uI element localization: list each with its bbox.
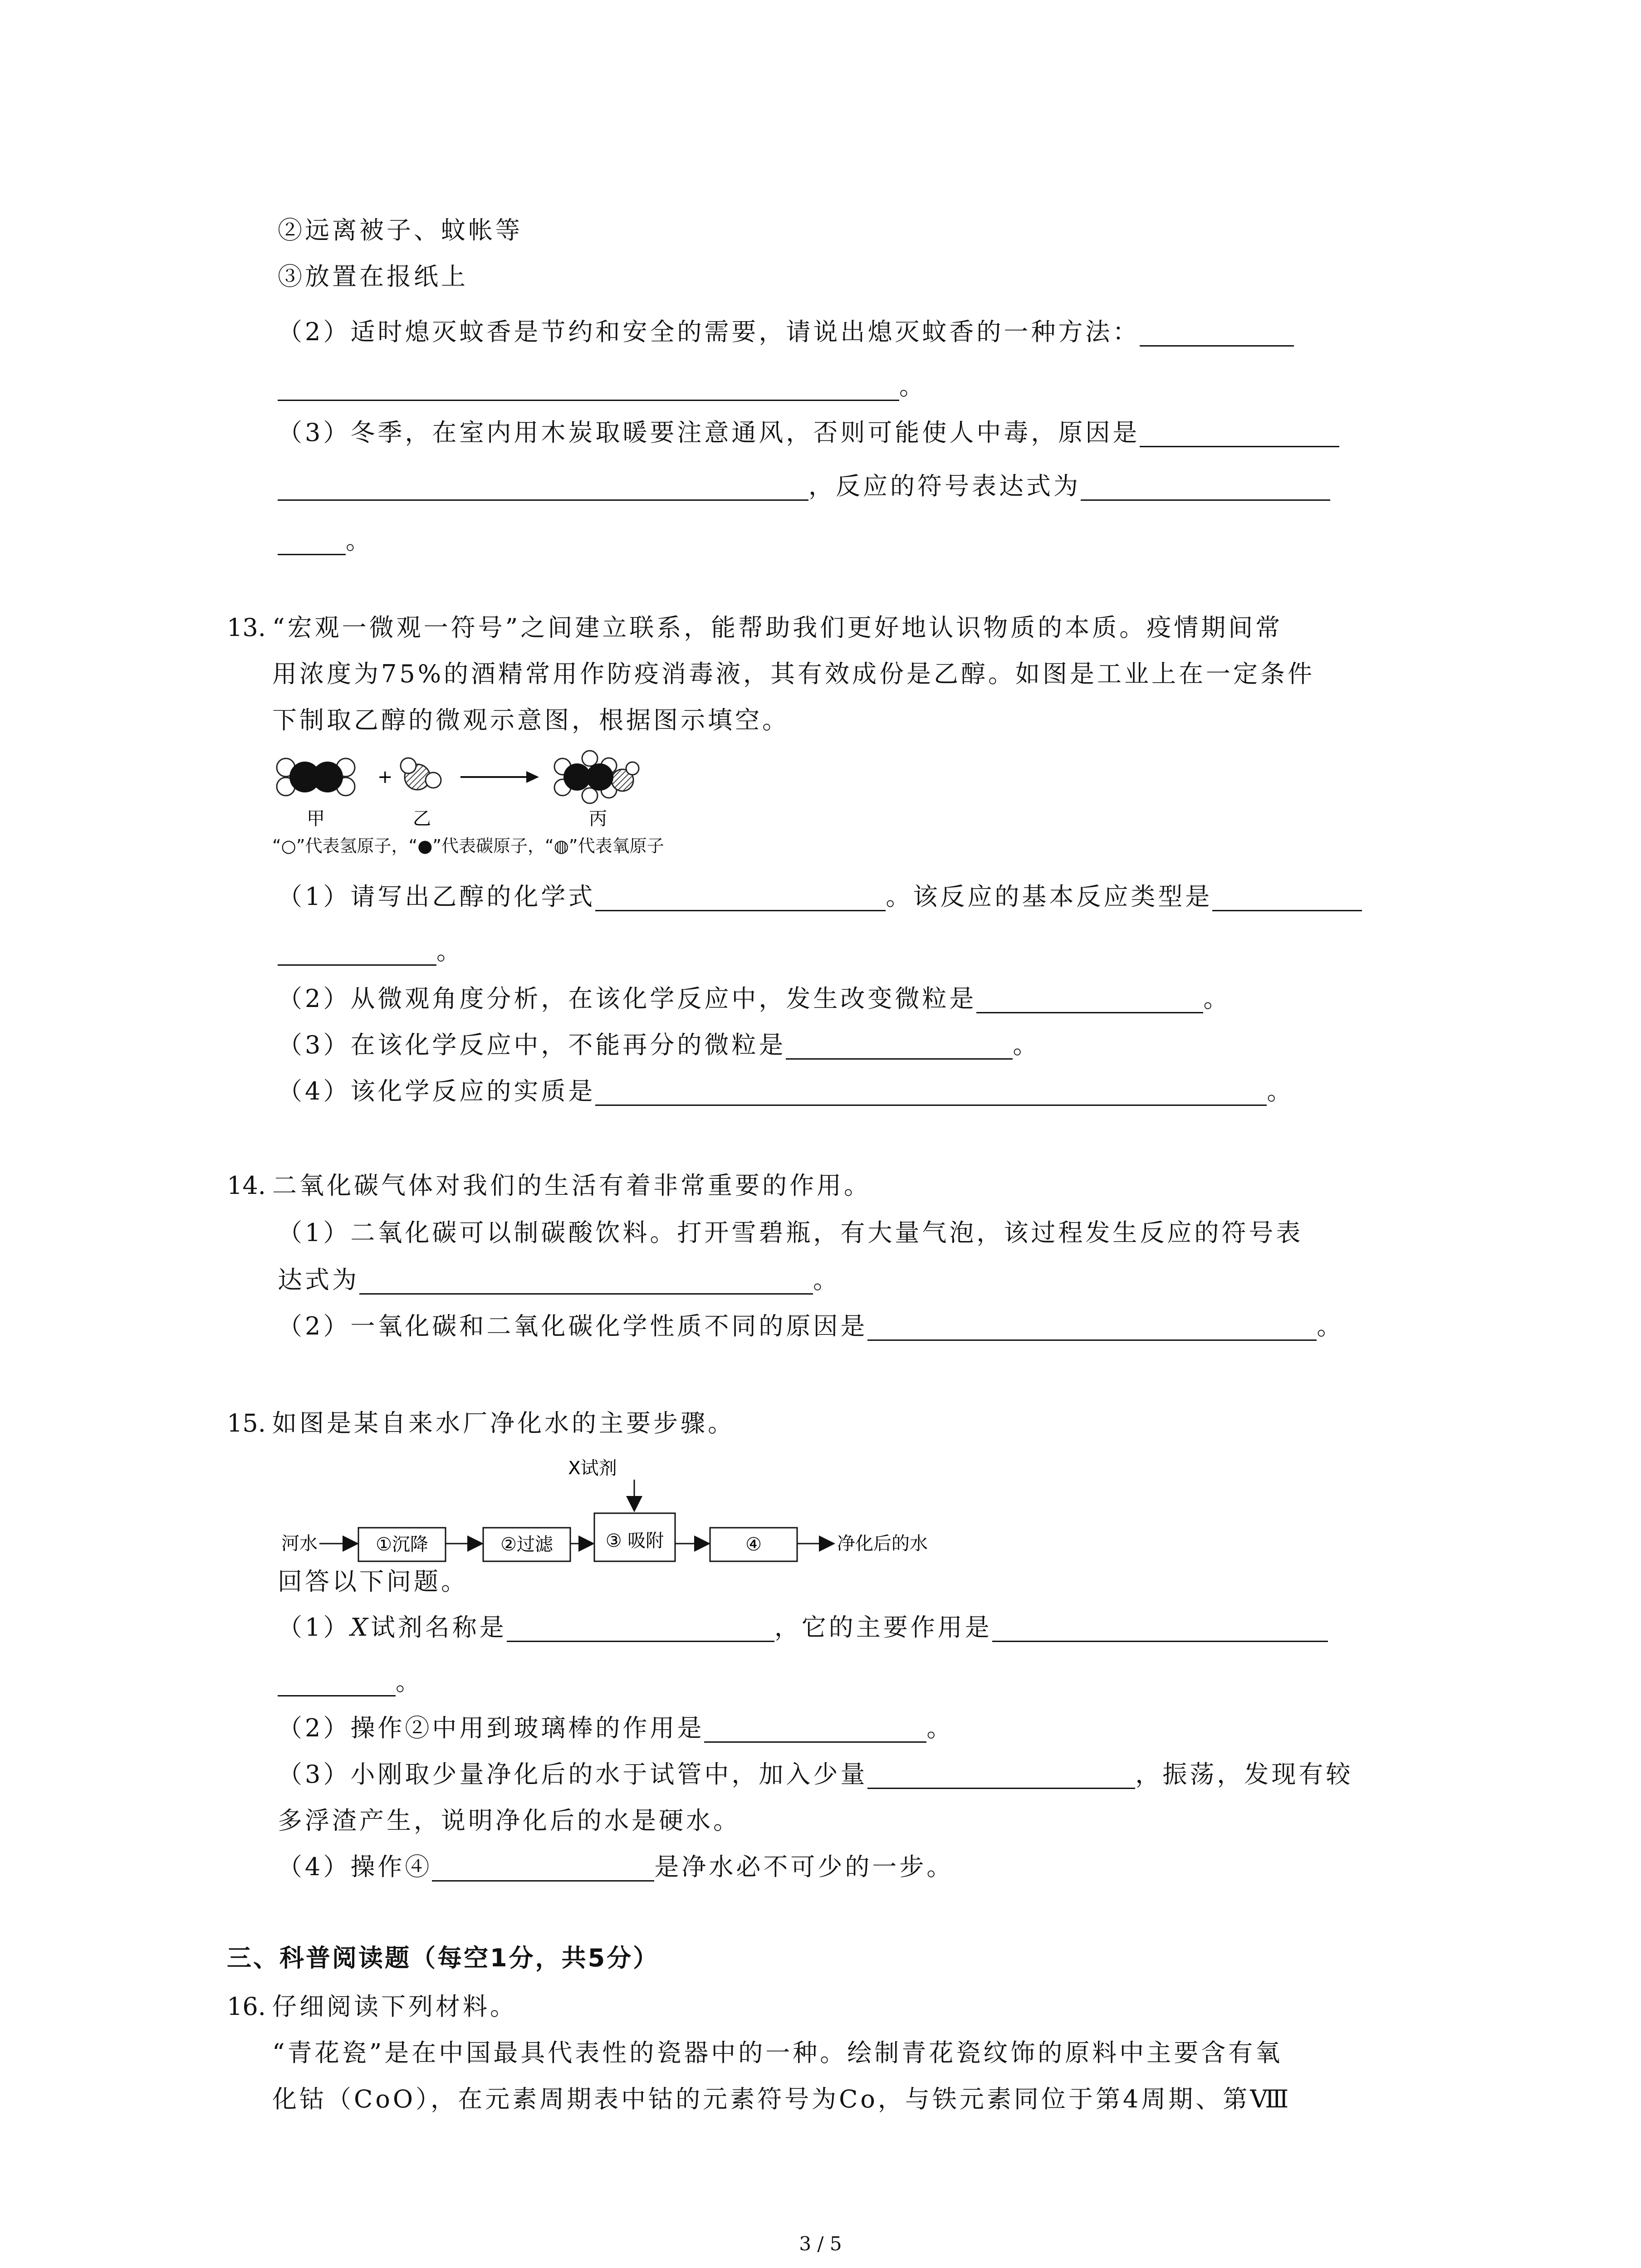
flow-input-river-water: 河水 bbox=[281, 1533, 318, 1554]
ethanol-reaction-diagram bbox=[272, 748, 699, 835]
label-jia: 甲 bbox=[307, 808, 325, 829]
q12-answer-blank[interactable] bbox=[278, 374, 899, 401]
q12-part-2-text: （2）适时熄灭蚊香是节约和安全的需要，请说出熄灭蚊香的一种方法： bbox=[278, 318, 1140, 346]
q13-intro-line-2: 用浓度为75%的酒精常用作防疫消毒液，其有效成份是乙醇。如图是工业上在一定条件 bbox=[272, 660, 1315, 688]
step-adsorption-label: ③ 吸附 bbox=[605, 1530, 664, 1551]
q15-part-2 bbox=[278, 1714, 954, 1743]
q15-part-1-text: 试剂名称是 bbox=[370, 1613, 507, 1642]
q12-punct: 。 bbox=[346, 526, 373, 555]
q12-part-3-cont bbox=[278, 472, 1330, 501]
q13-answer-blank[interactable] bbox=[786, 1033, 1013, 1060]
molecule-bing bbox=[554, 751, 639, 803]
q15-part-4-end: 是净水必不可少的一步。 bbox=[654, 1853, 954, 1881]
label-yi: 乙 bbox=[413, 808, 431, 829]
molecule-jia bbox=[277, 758, 355, 796]
q14-punct: 。 bbox=[813, 1266, 840, 1294]
q15-x-symbol: X bbox=[350, 1613, 371, 1642]
q13-punct: 。 bbox=[1203, 984, 1231, 1013]
q15-answer-intro: 回答以下问题。 bbox=[278, 1567, 468, 1596]
q14-part-1-text: 达式为 bbox=[278, 1266, 359, 1294]
q15-answer-blank[interactable] bbox=[992, 1615, 1328, 1642]
q13-part-1-cont bbox=[278, 937, 464, 966]
q15-part-4-text: （4）操作④ bbox=[278, 1853, 432, 1881]
q15-part-3-cont: 多浮渣产生，说明净化后的水是硬水。 bbox=[278, 1806, 740, 1835]
q14-part-2 bbox=[278, 1312, 1344, 1341]
q13-part-4-text: （4）该化学反应的实质是 bbox=[278, 1077, 596, 1105]
q12-answer-blank[interactable] bbox=[1140, 320, 1294, 347]
step-four-label: ④ bbox=[745, 1534, 762, 1555]
q12-answer-blank[interactable] bbox=[278, 528, 346, 555]
q13-part-3-text: （3）在该化学反应中，不能再分的微粒是 bbox=[278, 1031, 786, 1059]
q15-intro-text: 如图是某自来水厂净化水的主要步骤。 bbox=[272, 1409, 735, 1437]
q12-punct: 。 bbox=[899, 372, 926, 401]
q14-part-2-text: （2）一氧化碳和二氧化碳化学性质不同的原因是 bbox=[278, 1312, 868, 1340]
water-purification-flowchart bbox=[272, 1452, 944, 1565]
q13-part-2 bbox=[278, 984, 1230, 1013]
page-number: 3 / 5 bbox=[799, 2233, 842, 2255]
atom-legend: “○”代表氢原子，“●”代表碳原子，“◍”代表氧原子 bbox=[272, 836, 664, 856]
q14-answer-blank[interactable] bbox=[359, 1268, 813, 1295]
q13-answer-blank[interactable] bbox=[1212, 885, 1362, 911]
q13-answer-blank[interactable] bbox=[595, 885, 886, 911]
label-bing: 丙 bbox=[589, 808, 607, 829]
q15-part-1 bbox=[278, 1613, 1328, 1642]
q13-intro-text: “宏观一微观一符号”之间建立联系，能帮助我们更好地认识物质的本质。疫情期间常 bbox=[272, 613, 1283, 642]
q12-answer-blank[interactable] bbox=[278, 474, 808, 501]
q15-part-1-cont bbox=[278, 1667, 423, 1696]
q13-punct: 。 bbox=[1267, 1077, 1294, 1105]
reaction-arrow bbox=[460, 771, 539, 783]
q15-answer-blank[interactable] bbox=[704, 1716, 926, 1743]
section-3-heading: 三、科普阅读题（每空1分，共5分） bbox=[227, 1944, 660, 1972]
q15-part-4 bbox=[278, 1853, 954, 1882]
q12-part-3-mid: ，反应的符号表达式为 bbox=[808, 472, 1081, 500]
q16-paragraph-line-1: “青花瓷”是在中国最具代表性的瓷器中的一种。绘制青花瓷纹饰的原料中主要含有氧 bbox=[272, 2038, 1283, 2067]
q13-part-2-text: （2）从微观角度分析，在该化学反应中，发生改变微粒是 bbox=[278, 984, 977, 1013]
q12-item-3: ③放置在报纸上 bbox=[278, 262, 468, 291]
plus-sign: + bbox=[377, 767, 393, 787]
q15-part-3-text: （3）小刚取少量净化后的水于试管中，加入少量 bbox=[278, 1760, 868, 1789]
q12-answer-blank[interactable] bbox=[1081, 474, 1330, 501]
q14-intro bbox=[227, 1171, 871, 1200]
q15-part-2-text: （2）操作②中用到玻璃棒的作用是 bbox=[278, 1714, 705, 1742]
q13-part-3 bbox=[278, 1031, 1040, 1060]
q13-part-4 bbox=[278, 1077, 1294, 1106]
q12-part-3-text: （3）冬季，在室内用木炭取暖要注意通风，否则可能使人中毒，原因是 bbox=[278, 418, 1140, 447]
q14-part-1: （1）二氧化碳可以制碳酸饮料。打开雪碧瓶，有大量气泡，该过程发生反应的符号表 bbox=[278, 1218, 1303, 1247]
q15-answer-blank[interactable] bbox=[867, 1762, 1135, 1789]
q13-part-1-text: （1）请写出乙醇的化学式 bbox=[278, 882, 596, 911]
q12-answer-blank[interactable] bbox=[1140, 420, 1339, 447]
q14-part-1-cont bbox=[278, 1266, 840, 1295]
q16-intro-text: 仔细阅读下列材料。 bbox=[272, 1992, 517, 2021]
q13-answer-blank[interactable] bbox=[595, 1079, 1267, 1106]
question-number: 15. bbox=[227, 1409, 266, 1437]
question-number: 13. bbox=[227, 613, 266, 642]
q16-paragraph-line-2: 化钴（CoO），在元素周期表中钴的元素符号为Co，与铁元素同位于第4周期、第Ⅷ bbox=[272, 2085, 1292, 2113]
q12-part-3-cont2 bbox=[278, 526, 373, 555]
q15-punct: 。 bbox=[926, 1714, 954, 1742]
q12-part-2 bbox=[278, 318, 1294, 347]
q14-punct: 。 bbox=[1317, 1312, 1344, 1340]
q15-part-3 bbox=[278, 1760, 1353, 1789]
q13-intro-line-3: 下制取乙醇的微观示意图，根据图示填空。 bbox=[272, 706, 789, 734]
q13-answer-blank[interactable] bbox=[278, 939, 436, 966]
q15-punct: 。 bbox=[396, 1667, 423, 1696]
flow-output-purified-water: 净化后的水 bbox=[837, 1533, 928, 1554]
q12-item-2: ②远离被子、蚊帐等 bbox=[278, 216, 523, 244]
q14-intro-text: 二氧化碳气体对我们的生活有着非常重要的作用。 bbox=[272, 1171, 871, 1200]
q15-answer-blank[interactable] bbox=[507, 1615, 774, 1642]
molecule-yi bbox=[401, 758, 441, 790]
q13-intro-line-1 bbox=[227, 613, 1283, 642]
q12-part-3 bbox=[278, 418, 1339, 447]
q14-answer-blank[interactable] bbox=[867, 1314, 1317, 1341]
question-number: 16. bbox=[227, 1992, 266, 2021]
q15-answer-blank[interactable] bbox=[278, 1670, 396, 1696]
q15-part-1-num: （1） bbox=[278, 1613, 351, 1642]
q13-punct: 。 bbox=[436, 937, 464, 965]
step-settling-label: ①沉降 bbox=[376, 1534, 428, 1555]
q15-intro bbox=[227, 1409, 735, 1438]
x-reagent-label: X试剂 bbox=[568, 1458, 617, 1479]
q13-part-1 bbox=[278, 882, 1362, 911]
q15-answer-blank[interactable] bbox=[432, 1855, 654, 1882]
question-number: 14. bbox=[227, 1171, 266, 1200]
q15-part-1-mid: ，它的主要作用是 bbox=[774, 1613, 992, 1642]
step-filtration-label: ②过滤 bbox=[500, 1534, 553, 1555]
q16-intro bbox=[227, 1992, 517, 2021]
q12-part-2-cont bbox=[278, 372, 926, 401]
q13-part-1-mid: 。该反应的基本反应类型是 bbox=[886, 882, 1213, 911]
q13-punct: 。 bbox=[1013, 1031, 1040, 1059]
q13-answer-blank[interactable] bbox=[976, 987, 1203, 1013]
q15-part-3-mid: ，振荡，发现有较 bbox=[1135, 1760, 1353, 1789]
